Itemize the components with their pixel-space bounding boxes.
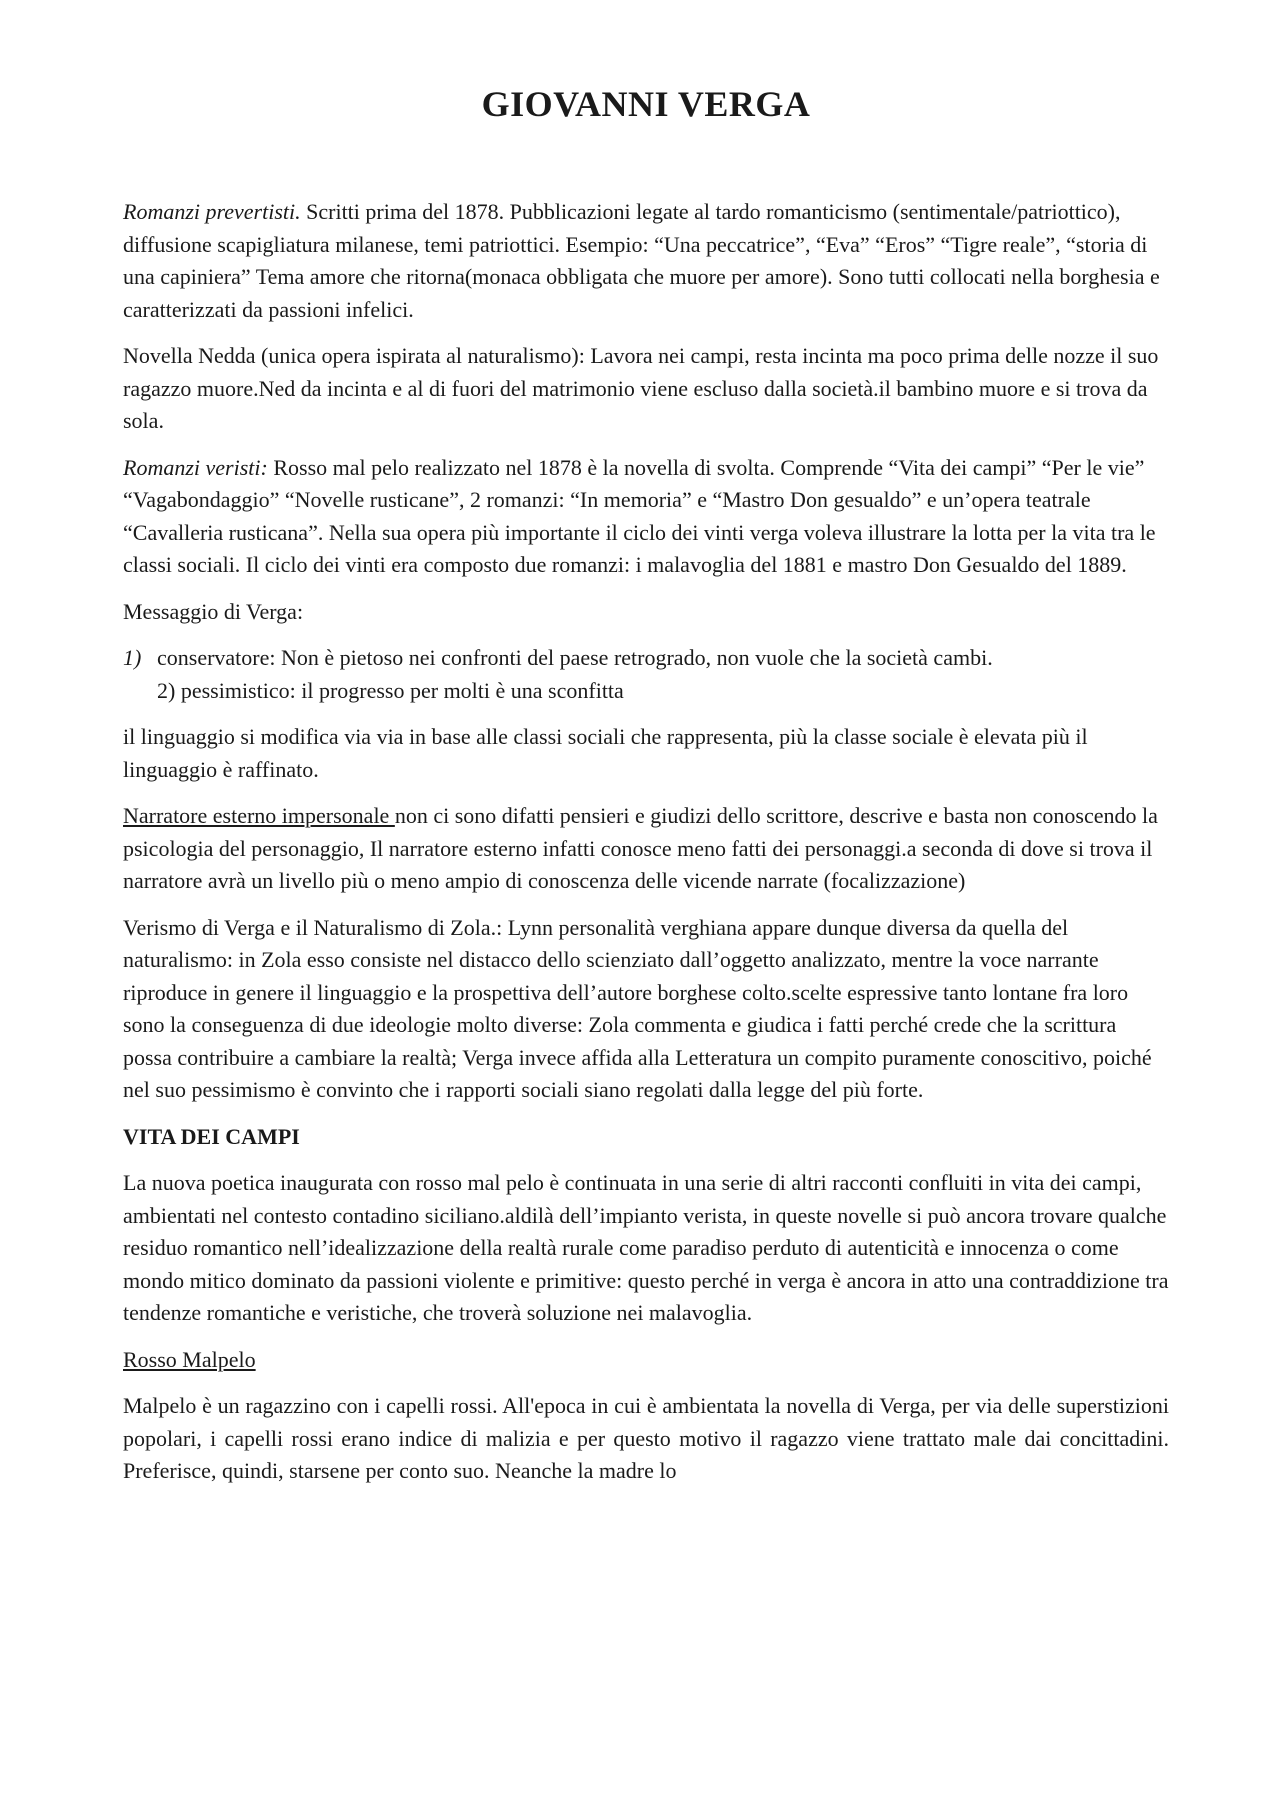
document-title: GIOVANNI VERGA <box>481 84 811 124</box>
label-narratore: Narratore esterno impersonale <box>123 803 395 828</box>
paragraph-narratore <box>123 800 1169 898</box>
text-romanzi-veristi: Rosso mal pelo realizzato nel 1878 è la novella di svolta. Comprende “Vita dei campi” “Per le vie” “Vagabondaggio” “Novelle rusticane”, 2 romanzi: “In memoria” e “Mastro Don gesualdo” e un’opera teatrale “Cavalleria rusticana”. Nella sua opera più importante il ciclo dei vinti verga voleva illustrare la lotta per la vita tra le classi sociali. Il ciclo dei vinti era composto due romanzi: i malavoglia del 1881 e mastro Don Gesualdo del 1889. <box>123 454 1156 577</box>
paragraph-messaggio: Messaggio di Verga: <box>123 598 304 624</box>
label-romanzi-veristi: Romanzi veristi: <box>123 454 268 480</box>
paragraph-vita-dei-campi: La nuova poetica inaugurata con rosso mal pelo è continuata in una serie di altri racconti confluiti in vita dei campi, ambientati nel contesto contadino siciliano.aldilà dell’impianto verista, in queste novelle si può ancora trovare qualche residuo romantico nell’idealizzazione della realtà rurale come paradiso perduto di autenticità e innocenza o come mondo mitico dominato da passioni violente e primitive: questo perché in verga è ancora in atto una contraddizione tra tendenze romantiche e veristiche, che troverà soluzione nei malavoglia. <box>123 1170 1169 1325</box>
document-page <box>123 82 1169 1502</box>
paragraph-novella-nedda: Novella Nedda (unica opera ispirata al naturalismo): Lavora nei campi, resta incinta ma poco prima delle nozze il suo ragazzo muore.Ned da incinta e al di fuori del matrimonio viene escluso dalla società.il bambino muore e si trova da sola. <box>123 343 1159 433</box>
list-item-conservatore <box>123 642 1169 675</box>
paragraph-rosso-malpelo: Malpelo è un ragazzino con i capelli rossi. All'epoca in cui è ambientata la novella di Verga, per via delle superstizioni popolari, i capelli rossi erano indice di malizia e per questo motivo il ragazzo viene trattato male dai concittadini. Preferisce, quindi, starsene per conto suo. Neanche la madre lo <box>123 1393 1169 1483</box>
list-item-text: conservatore: Non è pietoso nei confronti del paese retrogrado, non vuole che la società cambi. <box>157 645 993 670</box>
list-item-number: 1) <box>123 645 142 670</box>
list-item-pessimistico: 2) pessimistico: il progresso per molti è una sconfitta <box>157 677 624 703</box>
label-romanzi-prevertisti: Romanzi prevertisti. <box>123 199 301 224</box>
paragraph-romanzi-prevertisti <box>123 196 1169 326</box>
section-heading-vita-dei-campi: VITA DEI CAMPI <box>123 1123 300 1149</box>
paragraph-romanzi-veristi <box>123 452 1169 582</box>
paragraph-linguaggio: il linguaggio si modifica via via in base alle classi sociali che rappresenta, più la classe sociale è elevata più il linguaggio è raffinato. <box>123 724 1088 782</box>
subheading-rosso-malpelo: Rosso Malpelo <box>123 1346 256 1372</box>
text-narratore: non ci sono difatti pensieri e giudizi dello scrittore, descrive e basta non conoscendo la psicologia del personaggio, Il narratore esterno infatti conosce meno fatti dei personaggi.a seconda di dove si trova il narratore avrà un livello più o meno ampio di conoscenza delle vicende narrate (focalizzazione) <box>123 803 1158 893</box>
text-romanzi-prevertisti: Scritti prima del 1878. Pubblicazioni legate al tardo romanticismo (sentimentale/patriottico), diffusione scapigliatura milanese, temi patriottici. Esempio: “Una peccatrice”, “Eva” “Eros” “Tigre reale”, “storia di una capiniera” Tema amore che ritorna(monaca obbligata che muore per amore). Sono tutti collocati nella borghesia e caratterizzati da passioni infelici. <box>123 199 1160 322</box>
paragraph-verismo-naturalismo: Verismo di Verga e il Naturalismo di Zola.: Lynn personalità verghiana appare dunque diversa da quella del naturalismo: in Zola esso consiste nel distacco dello scienziato dall’oggetto analizzato, mentre la voce narrante riproduce in genere il linguaggio e la prospettiva dell’autore borghese colto.scelte espressive tanto lontane fra loro sono la conseguenza di due ideologie molto diverse: Zola commenta e giudica i fatti perché crede che la scrittura possa contribuire a cambiare la realtà; Verga invece affida alla Letteratura un compito puramente conoscitivo, poiché nel suo pessimismo è convinto che i rapporti sociali siano regolati dalla legge del più forte. <box>123 914 1152 1102</box>
